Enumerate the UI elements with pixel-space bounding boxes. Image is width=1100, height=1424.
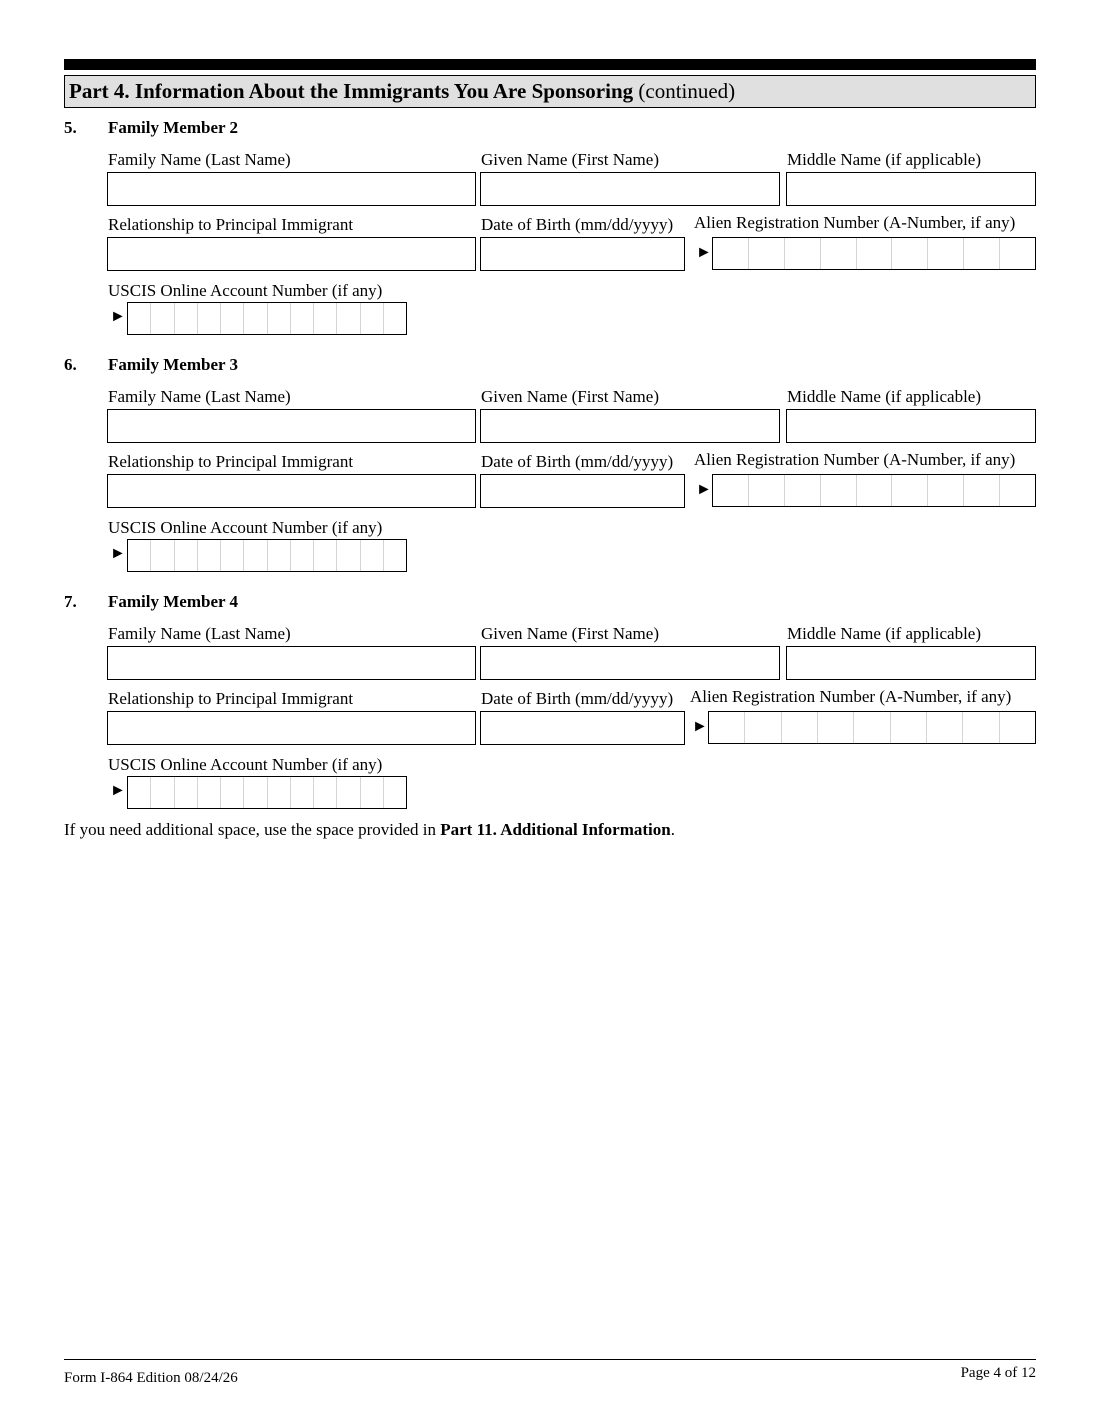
item-number: 5. [64,118,77,137]
form-edition: Form I-864 Edition 08/24/26 [64,1370,238,1386]
arrow-icon: ► [110,545,126,562]
given-name-field[interactable] [480,172,780,206]
uscis-account-field[interactable] [127,776,407,809]
arrow-icon: ► [696,481,712,498]
relationship-label: Relationship to Principal Immigrant [108,452,354,471]
date-of-birth-label: Date of Birth (mm/dd/yyyy) [481,452,674,471]
date-of-birth-label: Date of Birth (mm/dd/yyyy) [481,215,674,234]
page-number: Page 4 of 12 [960,1365,1036,1381]
uscis-account-label: USCIS Online Account Number (if any) [108,755,383,774]
given-name-label: Given Name (First Name) [481,150,659,169]
uscis-account-field[interactable] [127,539,407,572]
middle-name-field[interactable] [786,409,1036,443]
arrow-icon: ► [692,718,708,735]
footer-rule [64,1359,1036,1360]
relationship-label: Relationship to Principal Immigrant [108,215,354,234]
a-number-label: Alien Registration Number (A-Number, if any) [694,450,1016,469]
relationship-field[interactable] [107,711,476,745]
section-title: Part 4. Information About the Immigrants You Are Sponsoring [69,79,634,103]
family-name-label: Family Name (Last Name) [108,150,291,169]
header-rule [64,59,1036,70]
uscis-account-label: USCIS Online Account Number (if any) [108,518,383,537]
note-end: . [670,820,675,839]
date-of-birth-field[interactable] [480,711,685,745]
middle-name-label: Middle Name (if applicable) [787,150,982,169]
section-header [64,75,1036,108]
given-name-label: Given Name (First Name) [481,387,659,406]
family-member-title: Family Member 4 [108,592,238,611]
arrow-icon: ► [696,244,712,261]
family-name-field[interactable] [107,172,476,206]
family-name-field[interactable] [107,409,476,443]
arrow-icon: ► [110,308,126,325]
a-number-field[interactable] [712,237,1036,270]
relationship-label: Relationship to Principal Immigrant [108,689,354,708]
date-of-birth-field[interactable] [480,474,685,508]
a-number-field[interactable] [708,711,1036,744]
family-name-label: Family Name (Last Name) [108,624,291,643]
note-text: If you need additional space, use the space provided in [64,820,441,839]
middle-name-field[interactable] [786,646,1036,680]
a-number-field[interactable] [712,474,1036,507]
item-number: 7. [64,592,77,611]
family-name-field[interactable] [107,646,476,680]
date-of-birth-label: Date of Birth (mm/dd/yyyy) [481,689,674,708]
middle-name-label: Middle Name (if applicable) [787,387,982,406]
family-name-label: Family Name (Last Name) [108,387,291,406]
given-name-field[interactable] [480,646,780,680]
arrow-icon: ► [110,782,126,799]
given-name-label: Given Name (First Name) [481,624,659,643]
given-name-field[interactable] [480,409,780,443]
a-number-label: Alien Registration Number (A-Number, if any) [694,213,1016,232]
middle-name-label: Middle Name (if applicable) [787,624,982,643]
relationship-field[interactable] [107,474,476,508]
additional-space-note [64,820,675,840]
relationship-field[interactable] [107,237,476,271]
middle-name-field[interactable] [786,172,1036,206]
a-number-label: Alien Registration Number (A-Number, if any) [690,687,1012,706]
family-member-title: Family Member 3 [108,355,238,374]
uscis-account-field[interactable] [127,302,407,335]
uscis-account-label: USCIS Online Account Number (if any) [108,281,383,300]
section-suffix: (continued) [633,79,736,103]
date-of-birth-field[interactable] [480,237,685,271]
item-number: 6. [64,355,77,374]
note-part-reference: Part 11. Additional Information [440,820,671,839]
family-member-title: Family Member 2 [108,118,238,137]
